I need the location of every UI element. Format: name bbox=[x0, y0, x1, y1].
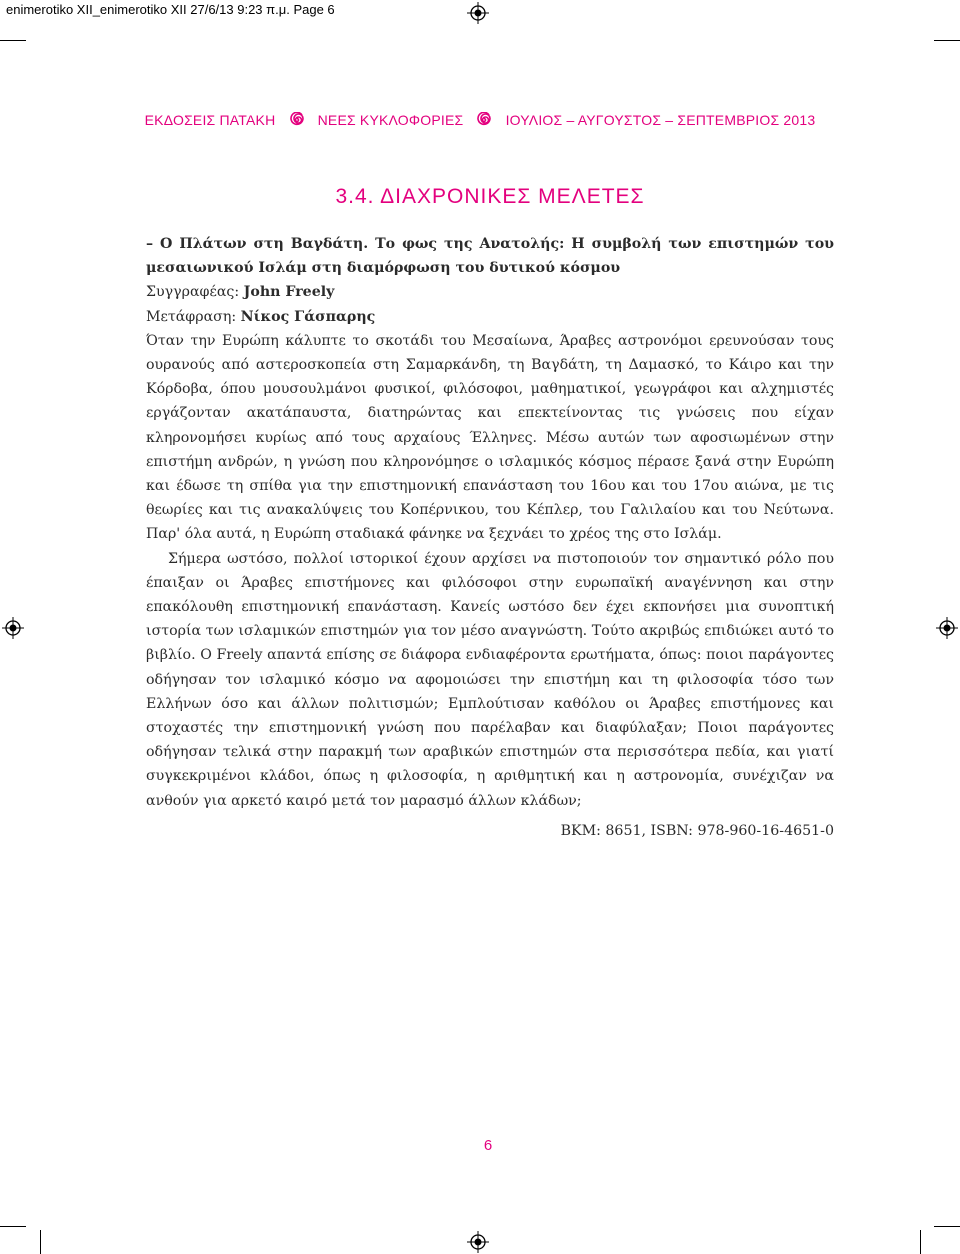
section-title: 3.4. ΔΙΑΧΡΟΝΙΚΕΣ ΜΕΛΕΤΕΣ bbox=[335, 185, 645, 208]
translator-label: Μετάφραση: bbox=[146, 308, 241, 325]
crop-mark bbox=[0, 40, 26, 41]
spiral-logo-icon bbox=[289, 112, 305, 128]
registration-mark-icon bbox=[467, 1231, 489, 1253]
description-paragraph-1: Όταν την Ευρώπη κάλυπτε το σκοτάδι του Μεσαίωνα, Άραβες αστρονόμοι ερευνούσαν τους ουρανούς από αστεροσκοπεία στη Σαμαρκάνδη, τη Βαγδάτη, τη Δαμασκό, το Κάιρο και την Κόρδοβα, όπου μουσουλμάνοι φυσικοί, φιλόσοφοι, μαθηματικοί, γεωγράφοι και αλχημιστές εργάζονταν ακατάπαυστα, διατηρώντας και επεκτείνοντας τις γνώσεις που είχαν κληρονομήσει κυρίως από τους αρχαίους Έλληνες. Μέσω αυτών των αφοσιωμένων στην επιστήμη ανδρών, η γνώση που κληρονόμησε ο ισλαμικός κόσμος πέρασε ξανά στην Ευρώπη και έδωσε τη σπίθα για την επιστημονική επανάσταση του 16ου και του 17ου αιώνα, με τις θεωρίες και τις ανακαλύψεις του Κοπέρνικου, του Κέπλερ, του Γαλιλαίου και του Νεύτωνα. Παρ' όλα αυτά, η Ευρώπη σταδιακά φάνηκε να ξεχνάει το χρέος της στο Ισλάμ. bbox=[146, 332, 834, 543]
translator-line bbox=[146, 305, 834, 329]
author-name: John Freely bbox=[243, 284, 335, 301]
spiral-logo-icon bbox=[476, 112, 492, 128]
crop-mark bbox=[934, 40, 960, 41]
author-line bbox=[146, 280, 834, 304]
book-entry bbox=[146, 232, 834, 843]
translator-name: Νίκος Γάσπαρης bbox=[240, 308, 376, 325]
crop-mark bbox=[934, 1226, 960, 1227]
registration-mark-icon bbox=[2, 617, 24, 639]
author-label: Συγγραφέας: bbox=[146, 284, 244, 301]
description-paragraph-2: Σήμερα ωστόσο, πολλοί ιστορικοί έχουν αρχίσει να πιστοποιούν τον σημαντικό ρόλο που έπαιξαν οι Άραβες επιστήμονες και φιλόσοφοι στην ευρωπαϊκή αναγέννηση και στην επακόλουθη επιστημονική επανάσταση. Κανείς ωστόσο δεν έχει εκπονήσει μια συνοπτική ιστορία των ισλαμικών επιστημών για τον μέσο αναγνώστη. Τούτο ακριβώς επιδιώκει αυτό το βιβλίο. Ο Freely απαντά επίσης σε διάφορα ενδιαφέροντα ερωτήματα, όπως: ποιοι παράγοντες οδήγησαν τον ισλαμικό κόσμο να αφομοιώσει την επιστήμη και τη φιλοσοφία τόσο των Ελλήνων όσο και άλλων πολιτισμών; Εμπλούτισαν καθόλου οι Άραβες επιστήμονες και στοχαστές την επιστημονική γνώση που παρέλαβαν και διαφύλαξαν; Ποιοι παράγοντες οδήγησαν τελικά στην παρακμή των αραβικών επιστημών στα περισσότερα πεδία, και γιατί συγκεκριμένοι κλάδοι, όπως η φιλοσοφία, η αριθμητική και η αστρονομία, συνέχιζαν να ανθούν για αρκετό καιρό μετά τον μαρασμό άλλων κλάδων; bbox=[146, 550, 834, 809]
book-title: – Ο Πλάτων στη Βαγδάτη. Το φως της Ανατολής: Η συμβολή των επιστημών του μεσαιωνικού Ισλάμ στη διαμόρφωση του δυτικού κόσμου bbox=[146, 236, 834, 277]
print-slug: enimerotiko XII_enimerotiko XII 27/6/13 9:23 π.μ. Page 6 bbox=[6, 2, 335, 17]
running-header bbox=[0, 112, 960, 129]
registration-mark-icon bbox=[936, 617, 958, 639]
header-period: ΙΟΥΛΙΟΣ – ΑΥΓΟΥΣΤΟΣ – ΣΕΠΤΕΜΒΡΙΟΣ 2013 bbox=[505, 112, 816, 128]
isbn-line: ΒΚΜ: 8651, ISBN: 978-960-16-4651-0 bbox=[560, 822, 834, 839]
registration-mark-icon bbox=[467, 2, 489, 24]
crop-mark bbox=[920, 1230, 921, 1254]
crop-mark bbox=[0, 1226, 26, 1227]
crop-mark bbox=[40, 1230, 41, 1254]
page-number: 6 bbox=[483, 1137, 493, 1154]
header-publisher: ΕΚΔΟΣΕΙΣ ΠΑΤΑΚΗ bbox=[144, 112, 276, 128]
header-new-releases: ΝΕΕΣ ΚΥΚΛΟΦΟΡΙΕΣ bbox=[317, 112, 464, 128]
